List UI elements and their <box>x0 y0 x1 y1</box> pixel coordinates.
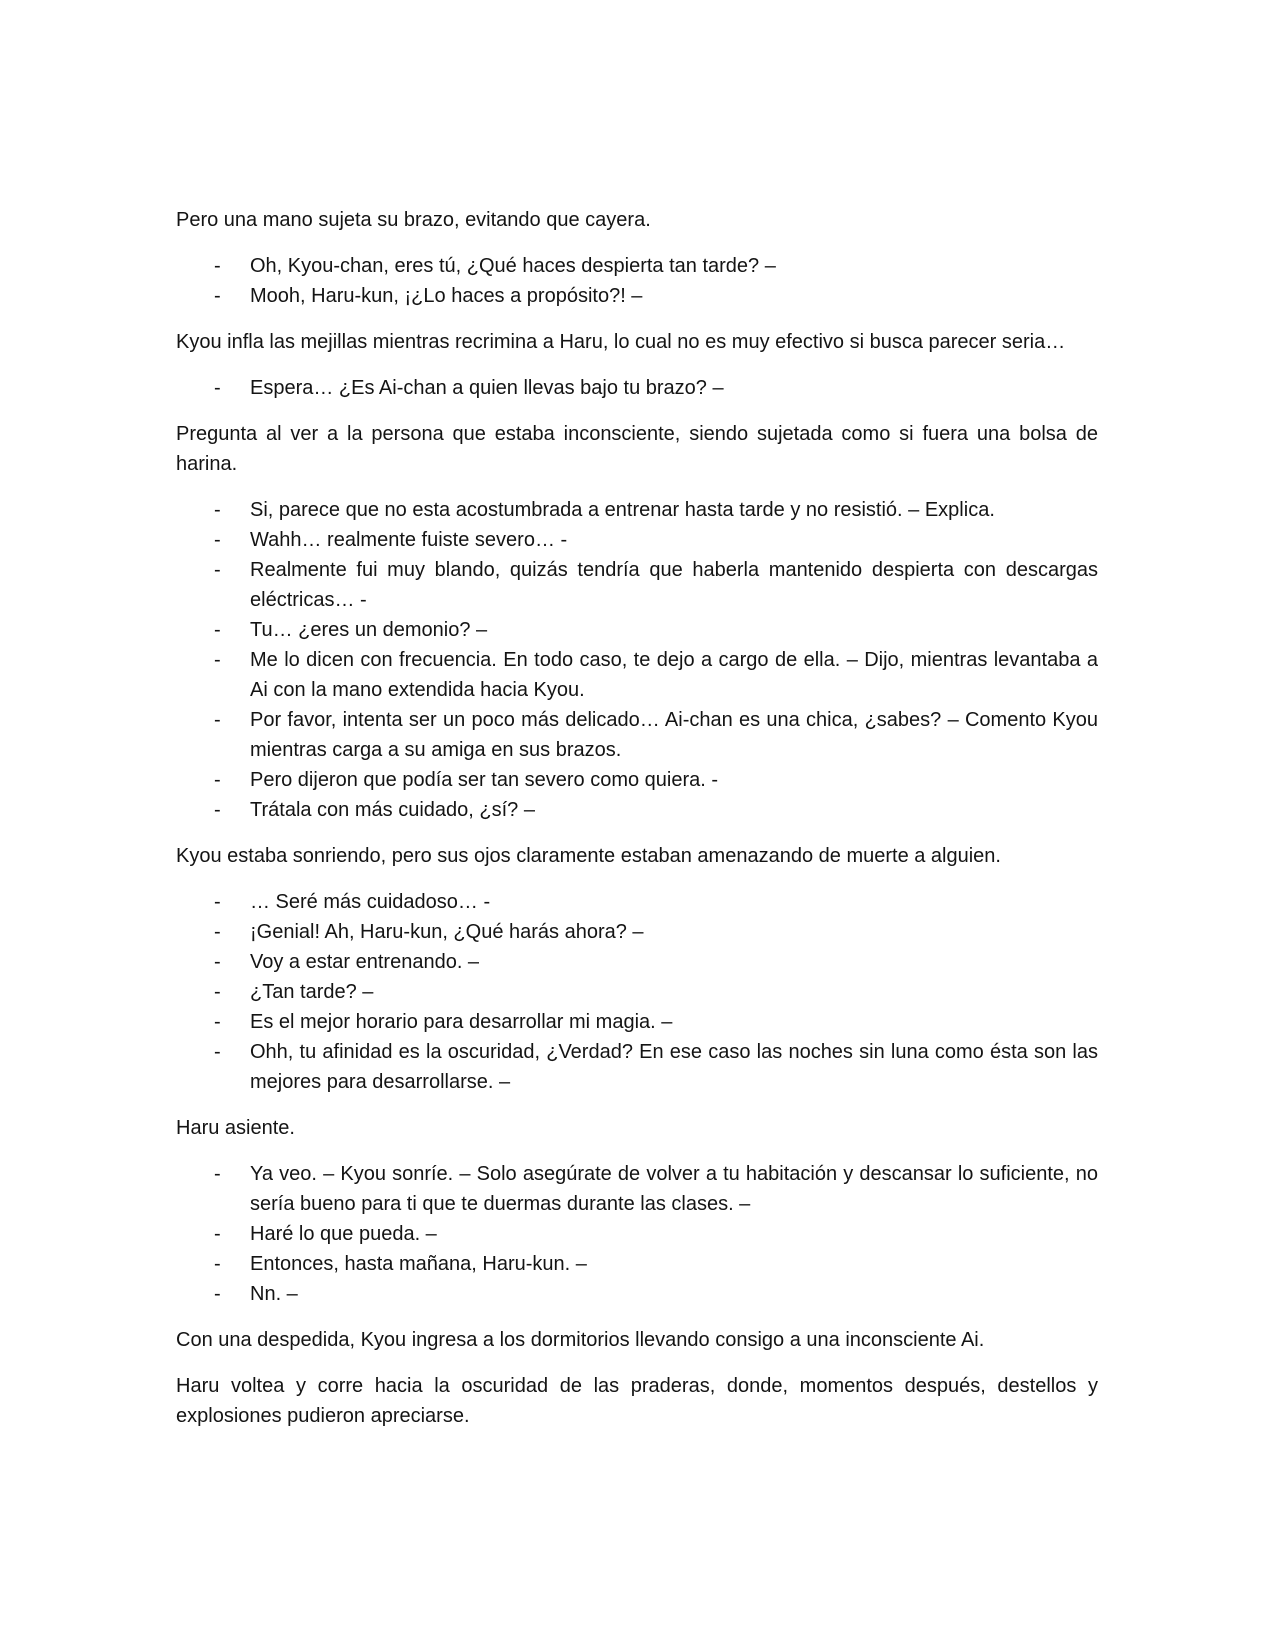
dash-bullet: - <box>214 1011 221 1033</box>
dialogue-text: Ya veo. – Kyou sonríe. – Solo asegúrate de volver a tu habitación y descansar lo suficiente, no sería bueno para ti que te duermas durante las clases. – <box>250 1163 1098 1215</box>
dialogue-line <box>176 645 1098 705</box>
dash-bullet: - <box>214 377 221 399</box>
dialogue-text: Si, parece que no esta acostumbrada a entrenar hasta tarde y no resistió. – Explica. <box>250 499 995 521</box>
dialogue-line <box>176 887 1098 917</box>
dash-bullet: - <box>214 921 221 943</box>
narration-paragraph: Kyou infla las mejillas mientras recrimina a Haru, lo cual no es muy efectivo si busca parecer seria… <box>176 331 1066 353</box>
dialogue-list <box>176 887 1098 1097</box>
dialogue-line <box>176 1219 1098 1249</box>
dialogue-text: Por favor, intenta ser un poco más delicado… Ai-chan es una chica, ¿sabes? – Comento Kyou mientras carga a su amiga en sus brazos. <box>250 709 1098 761</box>
dialogue-text: Haré lo que pueda. – <box>250 1223 437 1245</box>
dialogue-line <box>176 615 1098 645</box>
dash-bullet: - <box>214 255 221 277</box>
dialogue-text: Es el mejor horario para desarrollar mi magia. – <box>250 1011 673 1033</box>
dialogue-line <box>176 525 1098 555</box>
dialogue-line <box>176 795 1098 825</box>
narration-paragraph: Haru voltea y corre hacia la oscuridad de las praderas, donde, momentos después, destellos y explosiones pudieron apreciarse. <box>176 1375 1098 1427</box>
dialogue-line <box>176 495 1098 525</box>
dialogue-line <box>176 555 1098 615</box>
dash-bullet: - <box>214 1041 221 1063</box>
dash-bullet: - <box>214 529 221 551</box>
dash-bullet: - <box>214 951 221 973</box>
dialogue-text: Mooh, Haru-kun, ¡¿Lo haces a propósito?! – <box>250 285 643 307</box>
dialogue-list <box>176 1159 1098 1309</box>
narration-paragraph: Haru asiente. <box>176 1117 295 1139</box>
dialogue-line <box>176 947 1098 977</box>
dialogue-text: Entonces, hasta mañana, Haru-kun. – <box>250 1253 587 1275</box>
dash-bullet: - <box>214 285 221 307</box>
dash-bullet: - <box>214 1163 221 1185</box>
dash-bullet: - <box>214 1223 221 1245</box>
dialogue-line <box>176 1249 1098 1279</box>
narration-paragraph: Con una despedida, Kyou ingresa a los dormitorios llevando consigo a una inconsciente Ai. <box>176 1329 985 1351</box>
dialogue-line <box>176 251 1098 281</box>
dialogue-line <box>176 765 1098 795</box>
dash-bullet: - <box>214 981 221 1003</box>
dash-bullet: - <box>214 559 221 581</box>
dialogue-line <box>176 977 1098 1007</box>
dialogue-text: Oh, Kyou-chan, eres tú, ¿Qué haces despierta tan tarde? – <box>250 255 776 277</box>
dash-bullet: - <box>214 1253 221 1275</box>
document-body <box>176 205 1098 1447</box>
dash-bullet: - <box>214 799 221 821</box>
dialogue-text: ¡Genial! Ah, Haru-kun, ¿Qué harás ahora? – <box>250 921 644 943</box>
dialogue-list <box>176 373 1098 403</box>
dialogue-text: Wahh… realmente fuiste severo… - <box>250 529 568 551</box>
dialogue-text: Realmente fui muy blando, quizás tendría que haberla mantenido despierta con descargas eléctricas… - <box>250 559 1098 611</box>
dialogue-line <box>176 705 1098 765</box>
dialogue-line <box>176 281 1098 311</box>
dash-bullet: - <box>214 619 221 641</box>
dash-bullet: - <box>214 1283 221 1305</box>
dialogue-line <box>176 1007 1098 1037</box>
dialogue-text: Voy a estar entrenando. – <box>250 951 480 973</box>
dialogue-line <box>176 1037 1098 1097</box>
dash-bullet: - <box>214 649 221 671</box>
dialogue-list <box>176 251 1098 311</box>
dialogue-text: Pero dijeron que podía ser tan severo como quiera. - <box>250 769 719 791</box>
dialogue-text: Espera… ¿Es Ai-chan a quien llevas bajo tu brazo? – <box>250 377 724 399</box>
dialogue-text: … Seré más cuidadoso… - <box>250 891 491 913</box>
narration-paragraph: Pregunta al ver a la persona que estaba inconsciente, siendo sujetada como si fuera una bolsa de harina. <box>176 423 1098 475</box>
dialogue-text: Nn. – <box>250 1283 298 1305</box>
dialogue-text: Me lo dicen con frecuencia. En todo caso, te dejo a cargo de ella. – Dijo, mientras levantaba a Ai con la mano extendida hacia Kyou. <box>250 649 1098 701</box>
dash-bullet: - <box>214 499 221 521</box>
dialogue-line <box>176 1159 1098 1219</box>
narration-paragraph: Kyou estaba sonriendo, pero sus ojos claramente estaban amenazando de muerte a alguien. <box>176 845 1001 867</box>
dialogue-line <box>176 917 1098 947</box>
dialogue-line <box>176 1279 1098 1309</box>
dash-bullet: - <box>214 769 221 791</box>
narration-paragraph: Pero una mano sujeta su brazo, evitando que cayera. <box>176 209 651 231</box>
dialogue-text: Trátala con más cuidado, ¿sí? – <box>250 799 535 821</box>
dialogue-list <box>176 495 1098 825</box>
dialogue-text: Ohh, tu afinidad es la oscuridad, ¿Verdad? En ese caso las noches sin luna como ésta son las mejores para desarrollarse. – <box>250 1041 1098 1093</box>
dialogue-line <box>176 373 1098 403</box>
dialogue-text: Tu… ¿eres un demonio? – <box>250 619 488 641</box>
dash-bullet: - <box>214 891 221 913</box>
dialogue-text: ¿Tan tarde? – <box>250 981 374 1003</box>
dash-bullet: - <box>214 709 221 731</box>
